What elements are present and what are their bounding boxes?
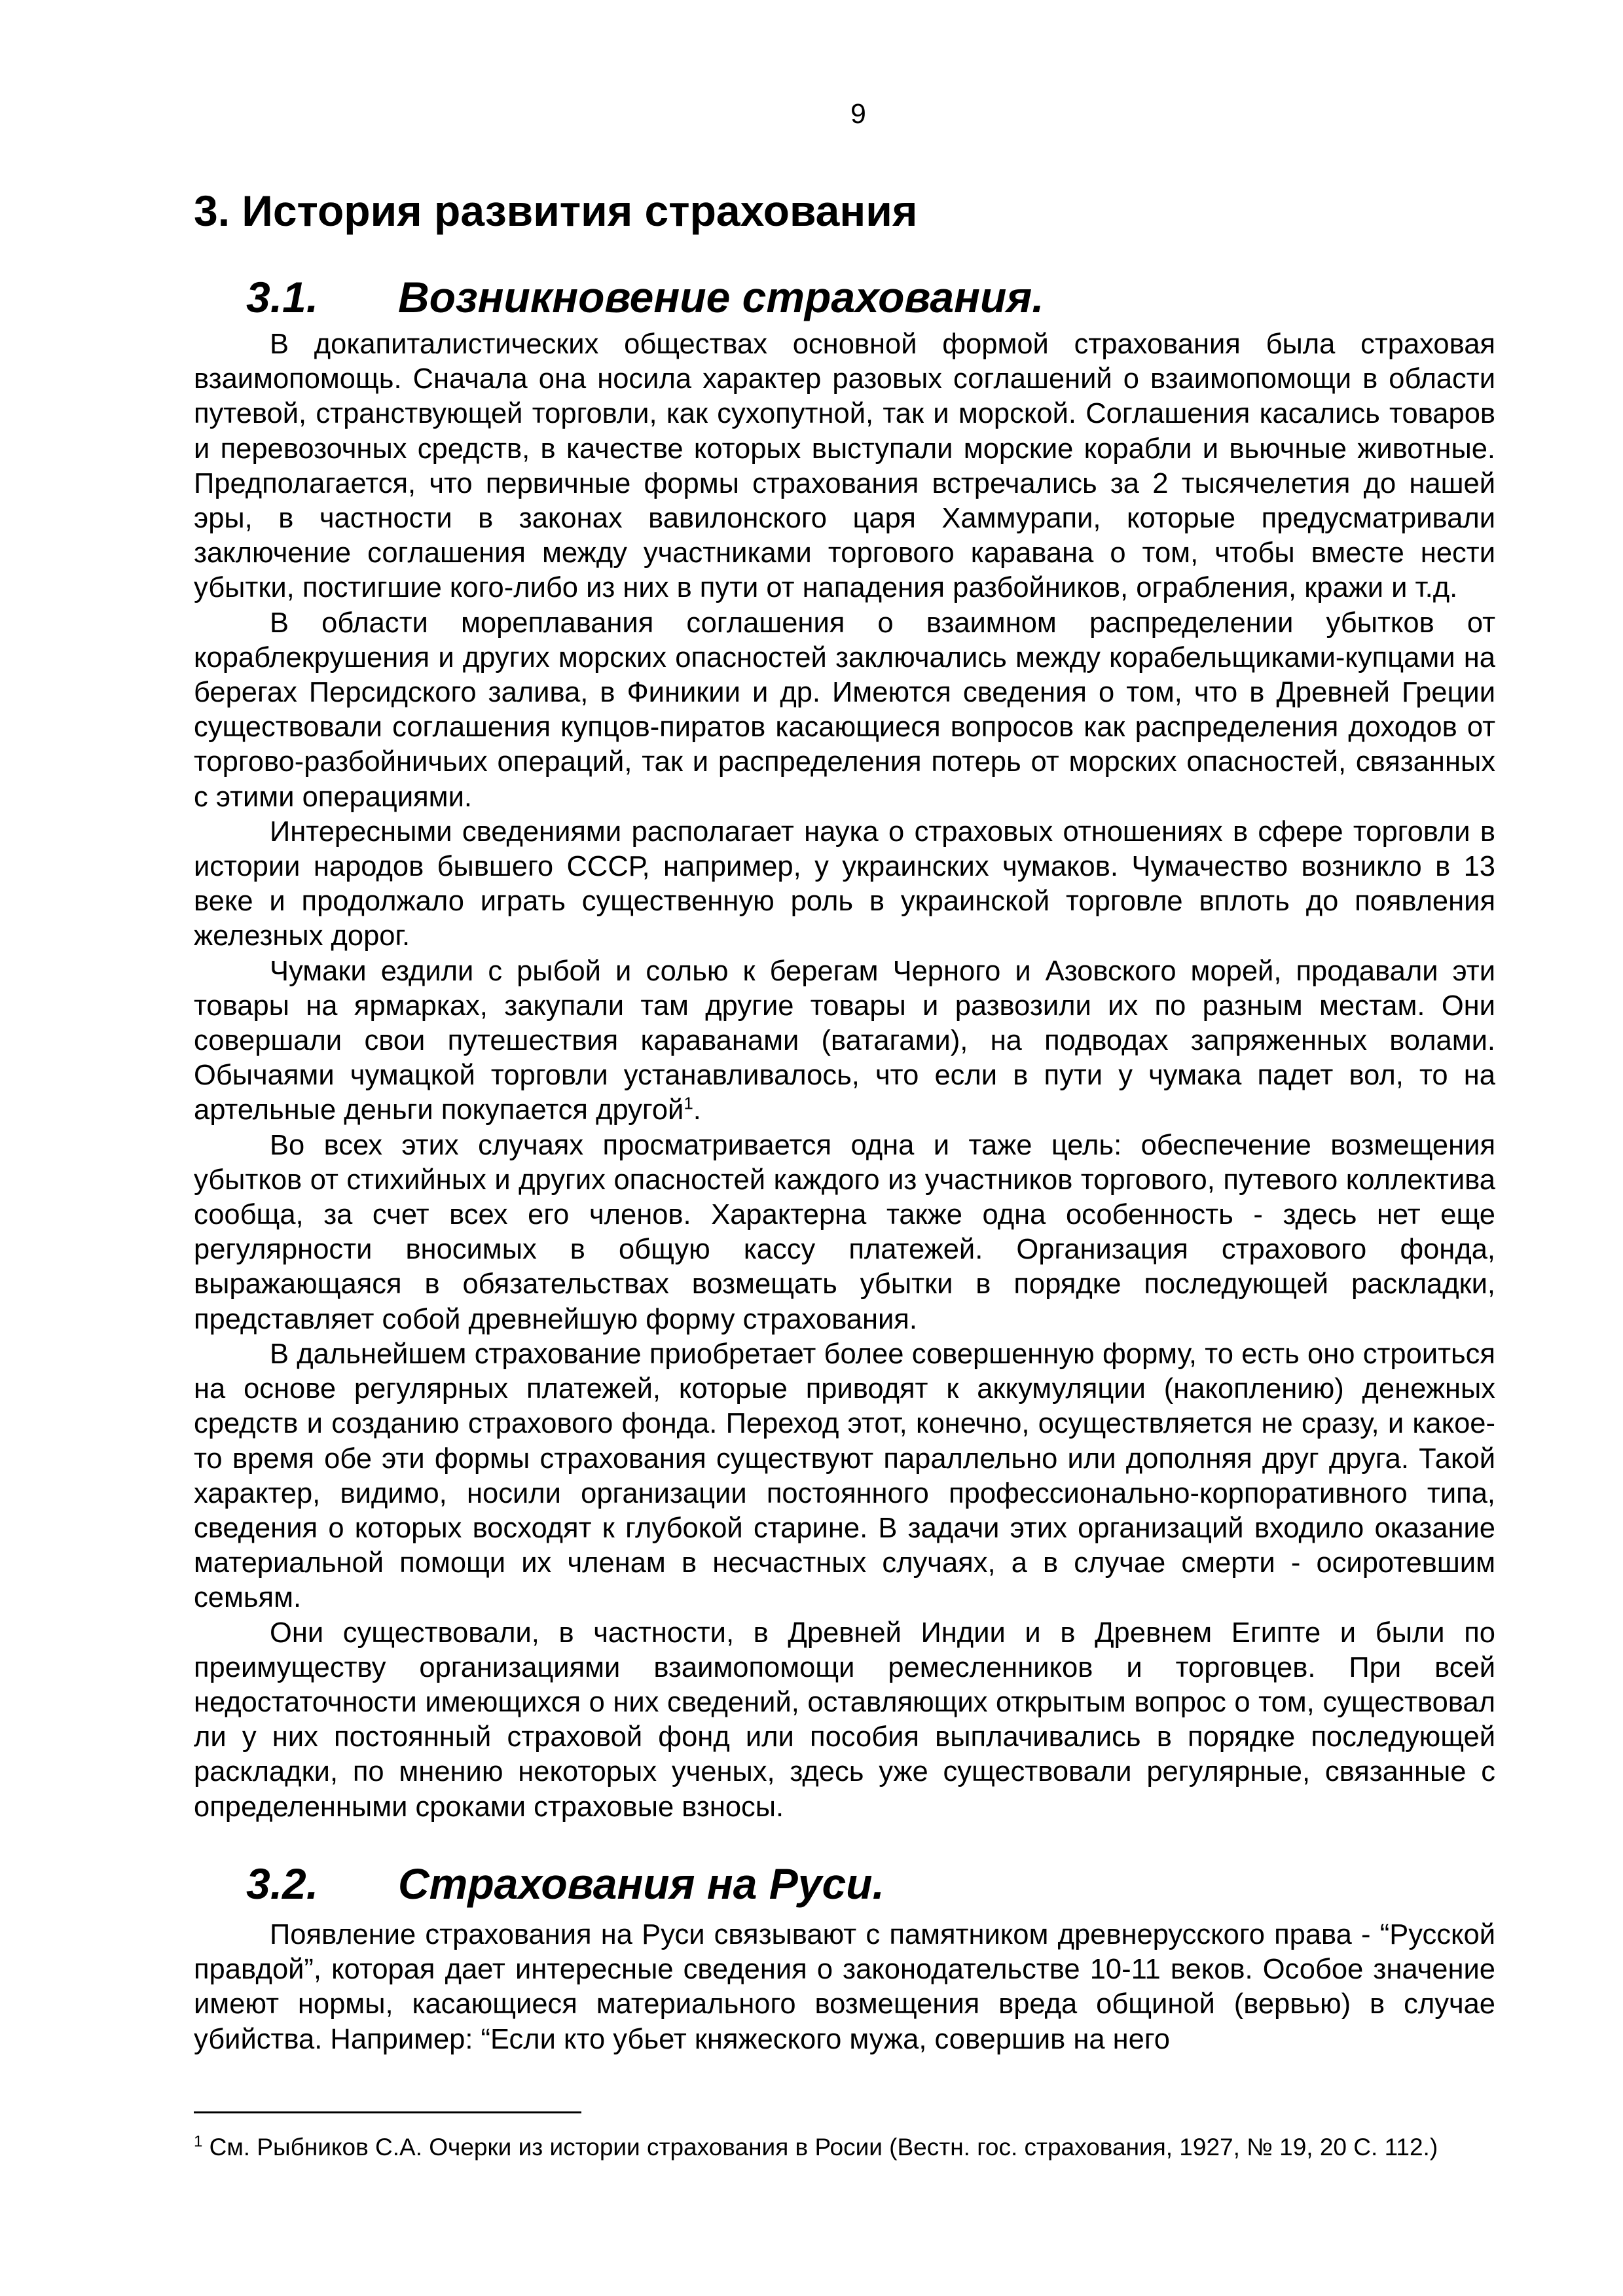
footnote <box>194 2131 1495 2164</box>
paragraph-tail: . <box>693 1094 701 1126</box>
section-number: 3.2. <box>246 1859 319 1908</box>
footnote-reference[interactable]: 1 <box>684 1093 693 1113</box>
paragraph: В дальнейшем страхование приобретает более совершенную форму, то есть оно строиться на основе регулярных платежей, которые приводят к аккумуляции (накоплению) денежных средств и созданию страхового фонда. Переход этот, конечно, осуществляется не сразу, и какое-то время обе эти формы страхования существуют параллельно или дополняя друг друга. Такой характер, видимо, носили организации постоянного профессионально-корпоративного типа, сведения о которых восходят к глубокой старине. В задачи этих организаций входило оказание материальной помощи их членам в несчастных случаях, а в случае смерти - осиротевшим семьям. <box>194 1338 1495 1614</box>
section-body-3-2 <box>194 1918 1495 2057</box>
section-title-text: Страхования на Руси. <box>398 1859 884 1908</box>
paragraph: Во всех этих случаях просматривается одна и таже цель: обеспечение возмещения убытков от стихийных и других опасностей каждого из участников торгового, путевого коллектива сообща, за счет всех его членов. Характерна также одна особенность - здесь нет еще регулярности вносимых в общую кассу платежей. Организация страхового фонда, выражающаяся в обязательствах возмещать убытки в порядке последующей раскладки, представляет собой древнейшую форму страхования. <box>194 1129 1495 1335</box>
section-heading-3-2 <box>246 1857 884 1910</box>
paragraph: Они существовали, в частности, в Древней Индии и в Древнем Египте и были по преимуществу организациями взаимопомощи ремесленников и торговцев. При всей недостаточности имеющихся о них сведений, оставляющих открытым вопрос о том, существовал ли у них постоянный страховой фонд или пособия выплачивались в порядке последующей раскладки, по мнению некоторых ученых, здесь уже существовали регулярные, связанные с определенными сроками страховые взносы. <box>194 1617 1495 1823</box>
paragraph: В области мореплавания соглашения о взаимном распределении убытков от кораблекрушения и других морских опасностей заключались между корабельщиками-купцами на берегах Персидского залива, в Финикии и др. Имеются сведения о том, что в Древней Греции существовали соглашения купцов-пиратов касающиеся вопросов как распределения доходов от торгово-разбойничьих операций, так и распределения потерь от морских опасностей, связанных с этими операциями. <box>194 607 1495 813</box>
chapter-title: 3. История развития страхования <box>194 187 918 235</box>
footnote-marker: 1 <box>194 2132 203 2151</box>
paragraph-text: Чумаки ездили с рыбой и солью к берегам Черного и Азовского морей, продавали эти товары на ярмарках, закупали там другие товары и развозили их по разным местам. Они совершали свои путешествия караванами (ватагами), на подводах запряженных волами. Обычаями чумацкой торговли устанавливалось, что если в пути у чумака падет вол, то на артельные деньги покупается другой <box>194 955 1495 1126</box>
paragraph <box>194 954 1495 1128</box>
section-title-text: Возникновение страхования. <box>398 273 1044 321</box>
footnote-divider <box>194 2111 581 2113</box>
section-number: 3.1. <box>246 273 319 321</box>
section-heading-3-1 <box>246 271 1044 323</box>
paragraph: В докапиталистических обществах основной формой страхования была страховая взаимопомощь. Сначала она носила характер разовых соглашений о взаимопомощи в области путевой, странствующей торговли, как сухопутной, так и морской. Соглашения касались товаров и перевозочных средств, в качестве которых выступали морские корабли и вьючные животные. Предполагается, что первичные формы страхования встречались за 2 тысячелетия до нашей эры, в частности в законах вавилонского царя Хаммурапи, которые предусматривали заключение соглашения между участниками торгового каравана о том, чтобы вместе нести убытки, постигшие кого-либо из них в пути от нападения разбойников, ограбления, кражи и т.д. <box>194 329 1495 604</box>
paragraph: Интересными сведениями располагает наука о страховых отношениях в сфере торговли в истории народов бывшего СССР, например, у украинских чумаков. Чумачество возникло в 13 веке и продолжало играть существенную роль в украинской торговле вплоть до появления железных дорог. <box>194 816 1495 952</box>
section-body-3-1 <box>194 327 1495 1825</box>
footnote-text: См. Рыбников С.А. Очерки из истории страхования в Росии (Вестн. гос. страхования, 1927, № 19, 20 С. 112.) <box>202 2134 1438 2161</box>
page-number: 9 <box>850 98 866 130</box>
paragraph: Появление страхования на Руси связывают с памятником древнерусского права - “Русской правдой”, которая дает интересные сведения о законодательстве 10-11 веков. Особое значение имеют нормы, касающиеся материального возмещения вреда общиной (вервью) в случае убийства. Например: “Если кто убьет княжеского мужа, совершив на него <box>194 1919 1495 2055</box>
